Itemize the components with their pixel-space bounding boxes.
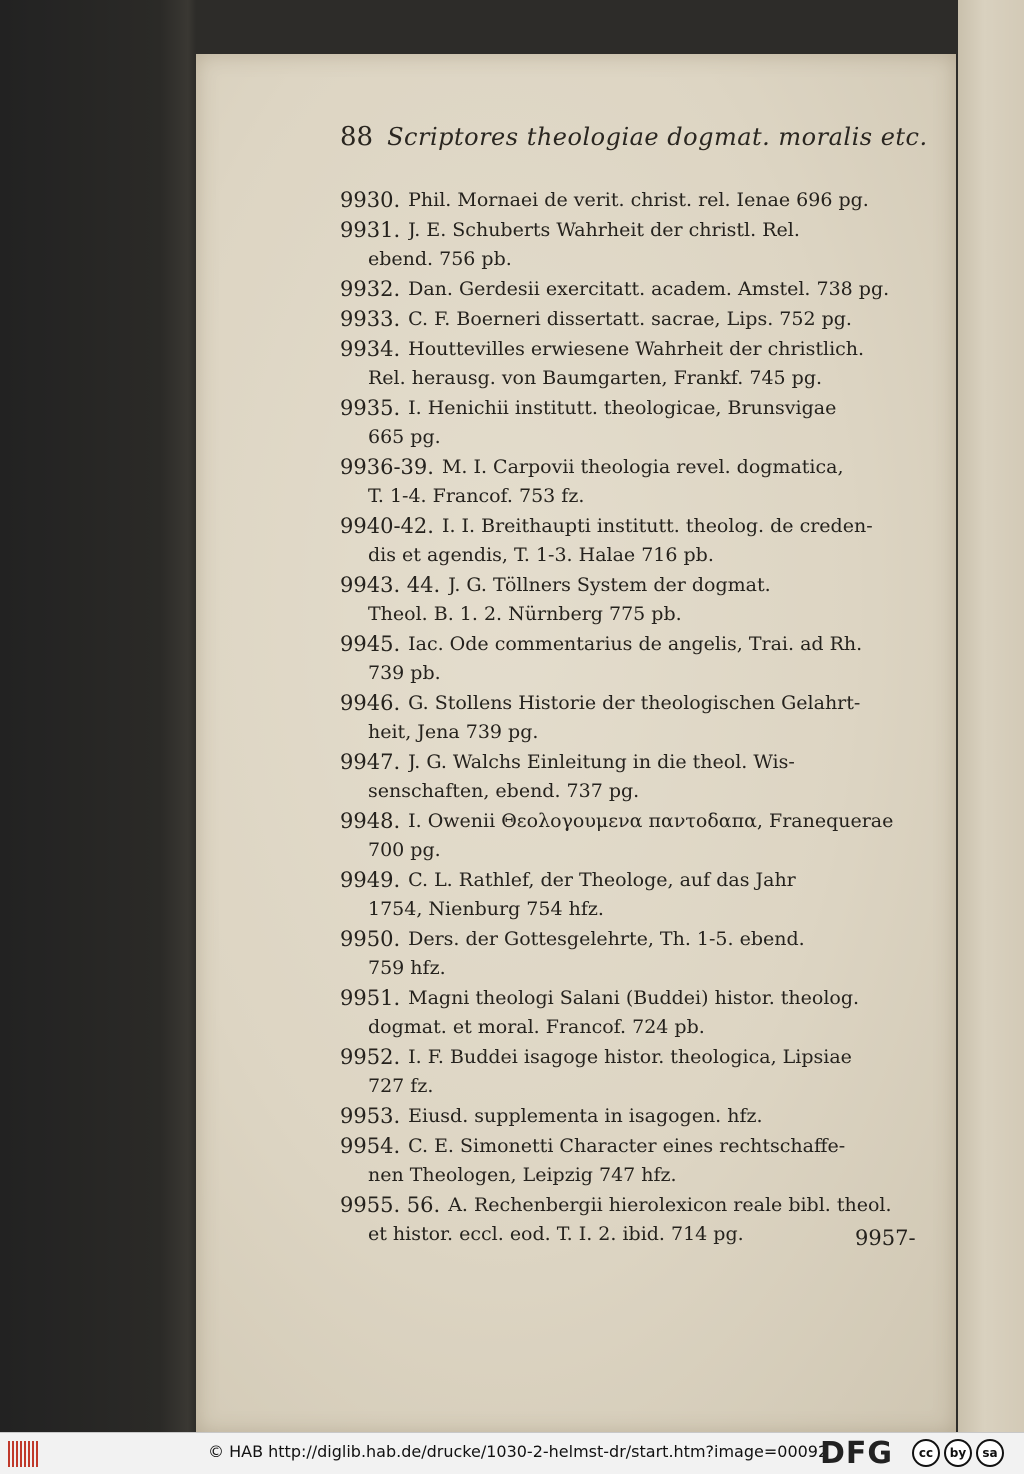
entry-continuation: T. 1-4. Francof. 753 fz. xyxy=(368,485,585,507)
entry-text: I. Henichii institutt. theologicae, Brunsvigae xyxy=(408,397,837,419)
entry-continuation: 759 hfz. xyxy=(368,957,446,979)
entry-number: 9933. xyxy=(340,307,401,331)
entry-number: 9935. xyxy=(340,396,401,420)
entry-line-1 xyxy=(340,216,925,245)
entry-number: 9930. xyxy=(340,188,401,212)
entry-text: M. I. Carpovii theologia revel. dogmatica, xyxy=(441,456,844,478)
catalog-entry xyxy=(340,1043,925,1101)
entry-line-1 xyxy=(340,512,925,541)
entry-continuation: 739 pb. xyxy=(368,662,441,684)
adjacent-page-edge xyxy=(958,0,1024,1432)
entry-number: 9946. xyxy=(340,691,401,715)
entry-continuation: nen Theologen, Leipzig 747 hfz. xyxy=(368,1164,677,1186)
entry-number: 9940-42. xyxy=(340,514,434,538)
entry-continuation: et histor. eccl. eod. T. I. 2. ibid. 714 pg. xyxy=(368,1223,744,1245)
entry-number: 9953. xyxy=(340,1104,401,1128)
entry-text: A. Rechenbergii hierolexicon reale bibl. theol. xyxy=(448,1194,892,1216)
entry-continuation: 1754, Nienburg 754 hfz. xyxy=(368,898,604,920)
catalog-entry xyxy=(340,453,925,511)
entry-number: 9943. 44. xyxy=(340,573,441,597)
entry-text: Magni theologi Salani (Buddei) histor. theolog. xyxy=(408,987,860,1009)
copyright-link[interactable]: © HAB http://diglib.hab.de/drucke/1030-2-helmst-dr/start.htm?image=00092 xyxy=(208,1442,829,1461)
catalog-entry xyxy=(340,630,925,688)
entry-text: J. G. Walchs Einleitung in die theol. Wis- xyxy=(408,751,795,773)
entry-continuation: 665 pg. xyxy=(368,426,441,448)
entry-line-1 xyxy=(340,394,925,423)
entry-continuation: ebend. 756 pb. xyxy=(368,248,512,270)
entry-line-1 xyxy=(340,453,925,482)
entry-line-1 xyxy=(340,807,925,836)
catalog-entry xyxy=(340,394,925,452)
entry-line-1 xyxy=(340,925,925,954)
entry-line-1 xyxy=(340,1102,925,1131)
entry-text: I. Owenii Θεολογουμενα παντοδαπα, Franequerae xyxy=(408,810,894,832)
dfg-logo: DFG xyxy=(820,1436,894,1471)
entry-text: Eiusd. supplementa in isagogen. hfz. xyxy=(408,1105,763,1127)
entry-text: Dan. Gerdesii exercitatt. academ. Amstel. 738 pg. xyxy=(408,278,890,300)
entry-line-1 xyxy=(340,335,925,364)
entry-continuation: heit, Jena 739 pg. xyxy=(368,721,539,743)
catalog-entry xyxy=(340,275,925,304)
entry-line-1 xyxy=(340,1043,925,1072)
catalog-entry xyxy=(340,186,925,215)
sa-icon: sa xyxy=(976,1439,1004,1467)
entry-line-1 xyxy=(340,305,925,334)
page-number: 88 xyxy=(340,122,374,152)
catalog-entries xyxy=(340,186,925,1250)
entry-text: C. E. Simonetti Character eines rechtschaffe- xyxy=(408,1135,846,1157)
entry-text: J. E. Schuberts Wahrheit der christl. Rel. xyxy=(408,219,800,241)
entry-number: 9947. xyxy=(340,750,401,774)
catalog-entry xyxy=(340,1132,925,1190)
entry-line-1 xyxy=(340,275,925,304)
entry-continuation: dogmat. et moral. Francof. 724 pb. xyxy=(368,1016,705,1038)
entry-line-1 xyxy=(340,984,925,1013)
catalog-entry xyxy=(340,1102,925,1131)
viewer-footer xyxy=(0,1432,1024,1474)
entry-number: 9932. xyxy=(340,277,401,301)
entry-text: Ders. der Gottesgelehrte, Th. 1-5. ebend. xyxy=(408,928,805,950)
entry-number: 9934. xyxy=(340,337,401,361)
entry-line-1 xyxy=(340,186,925,215)
entry-line-1 xyxy=(340,1132,925,1161)
entry-number: 9952. xyxy=(340,1045,401,1069)
entry-number: 9955. 56. xyxy=(340,1193,441,1217)
entry-number: 9931. xyxy=(340,218,401,242)
entry-continuation: senschaften, ebend. 737 pg. xyxy=(368,780,640,802)
entry-line-1 xyxy=(340,866,925,895)
entry-number: 9936-39. xyxy=(340,455,434,479)
hab-logo-icon xyxy=(8,1441,40,1467)
entry-text: G. Stollens Historie der theologischen Gelahrt- xyxy=(408,692,861,714)
running-header xyxy=(340,122,930,162)
entry-number: 9950. xyxy=(340,927,401,951)
entry-text: Houttevilles erwiesene Wahrheit der christlich. xyxy=(408,338,865,360)
entry-number: 9951. xyxy=(340,986,401,1010)
entry-line-1 xyxy=(340,630,925,659)
catalog-entry xyxy=(340,807,925,865)
entry-continuation: Rel. herausg. von Baumgarten, Frankf. 745 pg. xyxy=(368,367,823,389)
license-badge[interactable] xyxy=(912,1438,1016,1468)
entry-number: 9949. xyxy=(340,868,401,892)
entry-text: Phil. Mornaei de verit. christ. rel. Ienae 696 pg. xyxy=(408,189,869,211)
entry-line-1 xyxy=(340,1191,925,1220)
by-icon: by xyxy=(944,1439,972,1467)
catalog-entry xyxy=(340,305,925,334)
catalog-entry xyxy=(340,748,925,806)
entry-number: 9945. xyxy=(340,632,401,656)
catalog-entry xyxy=(340,335,925,393)
catalog-entry xyxy=(340,866,925,924)
catalog-entry xyxy=(340,689,925,747)
entry-number: 9948. xyxy=(340,809,401,833)
entry-line-1 xyxy=(340,689,925,718)
entry-text: C. L. Rathlef, der Theologe, auf das Jahr xyxy=(408,869,796,891)
entry-text: I. I. Breithaupti institutt. theolog. de creden- xyxy=(441,515,873,537)
entry-line-1 xyxy=(340,571,925,600)
entry-number: 9954. xyxy=(340,1134,401,1158)
catalog-entry xyxy=(340,1191,925,1249)
catalog-entry xyxy=(340,925,925,983)
entry-text: C. F. Boerneri dissertatt. sacrae, Lips. 752 pg. xyxy=(408,308,852,330)
entry-text: I. F. Buddei isagoge histor. theologica, Lipsiae xyxy=(408,1046,852,1068)
running-title: Scriptores theologiae dogmat. moralis etc. xyxy=(387,123,928,151)
entry-text: Iac. Ode commentarius de angelis, Trai. ad Rh. xyxy=(408,633,863,655)
entry-continuation: dis et agendis, T. 1-3. Halae 716 pb. xyxy=(368,544,714,566)
entry-continuation: Theol. B. 1. 2. Nürnberg 775 pb. xyxy=(368,603,682,625)
catalog-entry xyxy=(340,512,925,570)
entry-continuation: 700 pg. xyxy=(368,839,441,861)
catalog-entry xyxy=(340,571,925,629)
cc-icon: cc xyxy=(912,1439,940,1467)
catalog-entry xyxy=(340,984,925,1042)
entry-text: J. G. Töllners System der dogmat. xyxy=(448,574,771,596)
catalog-entry xyxy=(340,216,925,274)
entry-continuation: 727 fz. xyxy=(368,1075,434,1097)
entry-line-1 xyxy=(340,748,925,777)
catchword: 9957- xyxy=(855,1226,916,1250)
